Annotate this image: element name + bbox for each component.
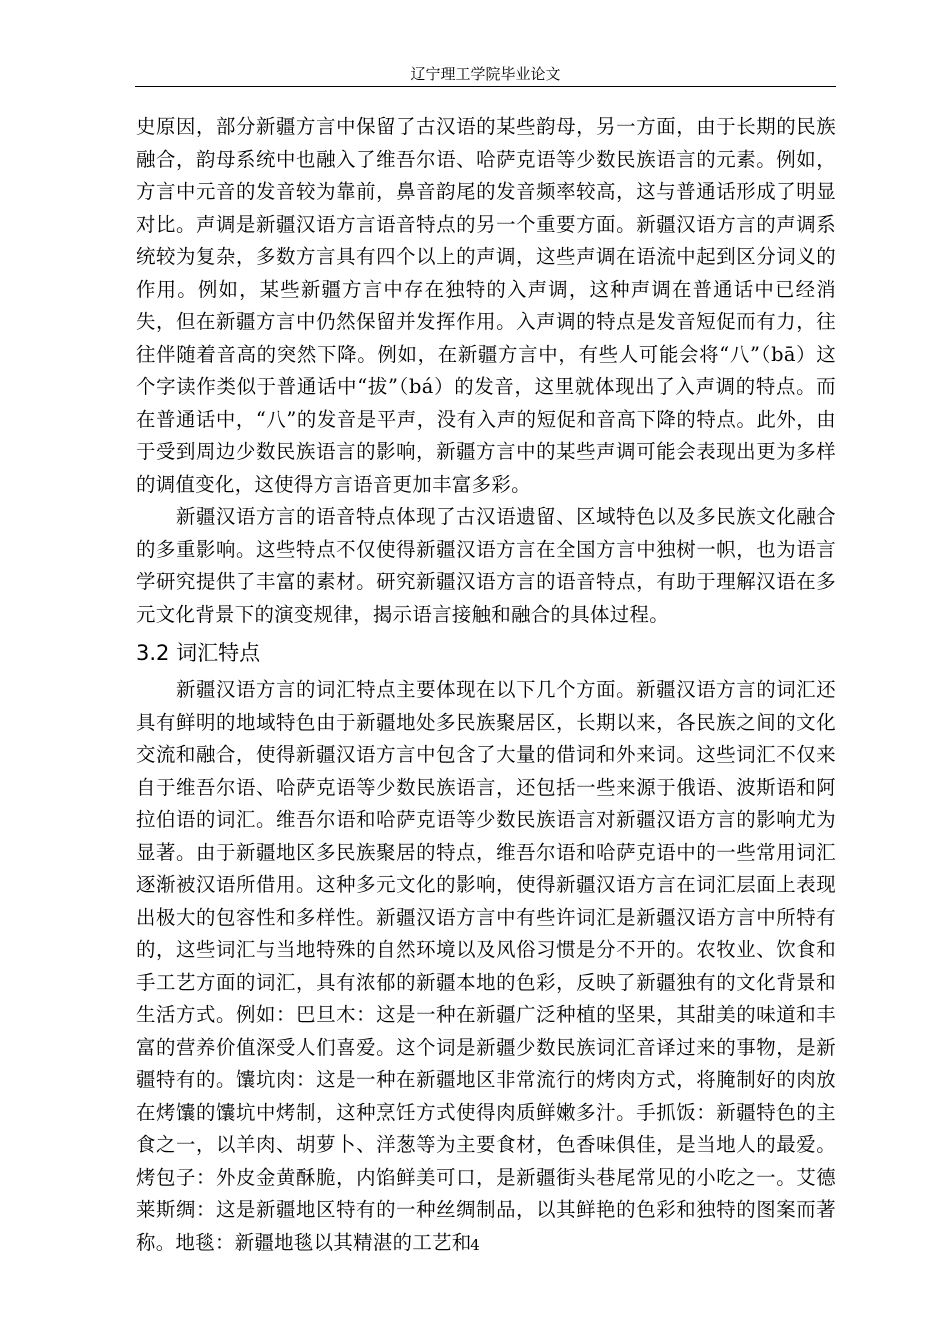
paragraph-phonetic-summary: 新疆汉语方言的语音特点体现了古汉语遗留、区域特色以及多民族文化融合的多重影响。这些特点不仅使得新疆汉语方言在全国方言中独树一帜，也为语言学研究提供了丰富的素材。研究新疆汉语方言的语音特点，有助于理解汉语在多元文化背景下的演变规律，揭示语言接触和融合的具体过程。 <box>136 505 836 626</box>
document-body <box>136 111 836 1259</box>
paragraph-tone-features: 史原因，部分新疆方言中保留了古汉语的某些韵母，另一方面，由于长期的民族融合，韵母系统中也融入了维吾尔语、哈萨克语等少数民族语言的元素。例如，方言中元音的发音较为靠前，鼻音韵尾的发音频率较高，这与普通话形成了明显对比。声调是新疆汉语方言语音特点的另一个重要方面。新疆汉语方言的声调系统较为复杂，多数方言具有四个以上的声调，这些声调在语流中起到区分词义的作用。例如，某些新疆方言中存在独特的入声调，这种声调在普通话中已经消失，但在新疆方言中仍然保留并发挥作用。入声调的特点是发音短促而有力，往往伴随着音高的突然下降。例如，在新疆方言中，有些人可能会将“八”（bā）这个字读作类似于普通话中“拔”（bá）的发音，这里就体现出了入声调的特点。而在普通话中，“八”的发音是平声，没有入声的短促和音高下降的特点。此外，由于受到周边少数民族语言的影响，新疆方言中的某些声调可能会表现出更为多样的调值变化，这使得方言语音更加丰富多彩。 <box>136 115 836 496</box>
paragraph-vocabulary-features: 新疆汉语方言的词汇特点主要体现在以下几个方面。新疆汉语方言的词汇还具有鲜明的地域特色由于新疆地处多民族聚居区，长期以来，各民族之间的文化交流和融合，使得新疆汉语方言中包含了大量的借词和外来词。这些词汇不仅来自于维吾尔语、哈萨克语等少数民族语言，还包括一些来源于俄语、波斯语和阿拉伯语的词汇。维吾尔语和哈萨克语等少数民族语言对新疆汉语方言的影响尤为显著。由于新疆地区多民族聚居的特点，维吾尔语和哈萨克语中的一些常用词汇逐渐被汉语所借用。这种多元文化的影响，使得新疆汉语方言在词汇层面上表现出极大的包容性和多样性。新疆汉语方言中有些许词汇是新疆汉语方言中所特有的，这些词汇与当地特殊的自然环境以及风俗习惯是分不开的。农牧业、饮食和手工艺方面的词汇，具有浓郁的新疆本地的色彩，反映了新疆独有的文化背景和生活方式。例如：巴旦木：这是一种在新疆广泛种植的坚果，其甜美的味道和丰富的营养价值深受人们喜爱。这个词是新疆少数民族词汇音译过来的事物，是新疆特有的。馕坑肉：这是一种在新疆地区非常流行的烤肉方式，将腌制好的肉放在烤馕的馕坑中烤制，这种烹饪方式使得肉质鲜嫩多汁。手抓饭：新疆特色的主食之一，以羊肉、胡萝卜、洋葱等为主要食材，色香味俱佳，是当地人的最爱。烤包子：外皮金黄酥脆，内馅鲜美可口，是新疆街头巷尾常见的小吃之一。艾德莱斯绸：这是新疆地区特有的一种丝绸制品，以其鲜艳的色彩和独特的图案而著称。地毯：新疆地毯以其精湛的工艺和 <box>136 678 836 1254</box>
section-heading-vocabulary: 3.2 词汇特点 <box>136 641 261 665</box>
page-number: 4 <box>470 1236 480 1254</box>
page-header <box>135 64 836 87</box>
header-title: 辽宁理工学院毕业论文 <box>410 65 561 83</box>
